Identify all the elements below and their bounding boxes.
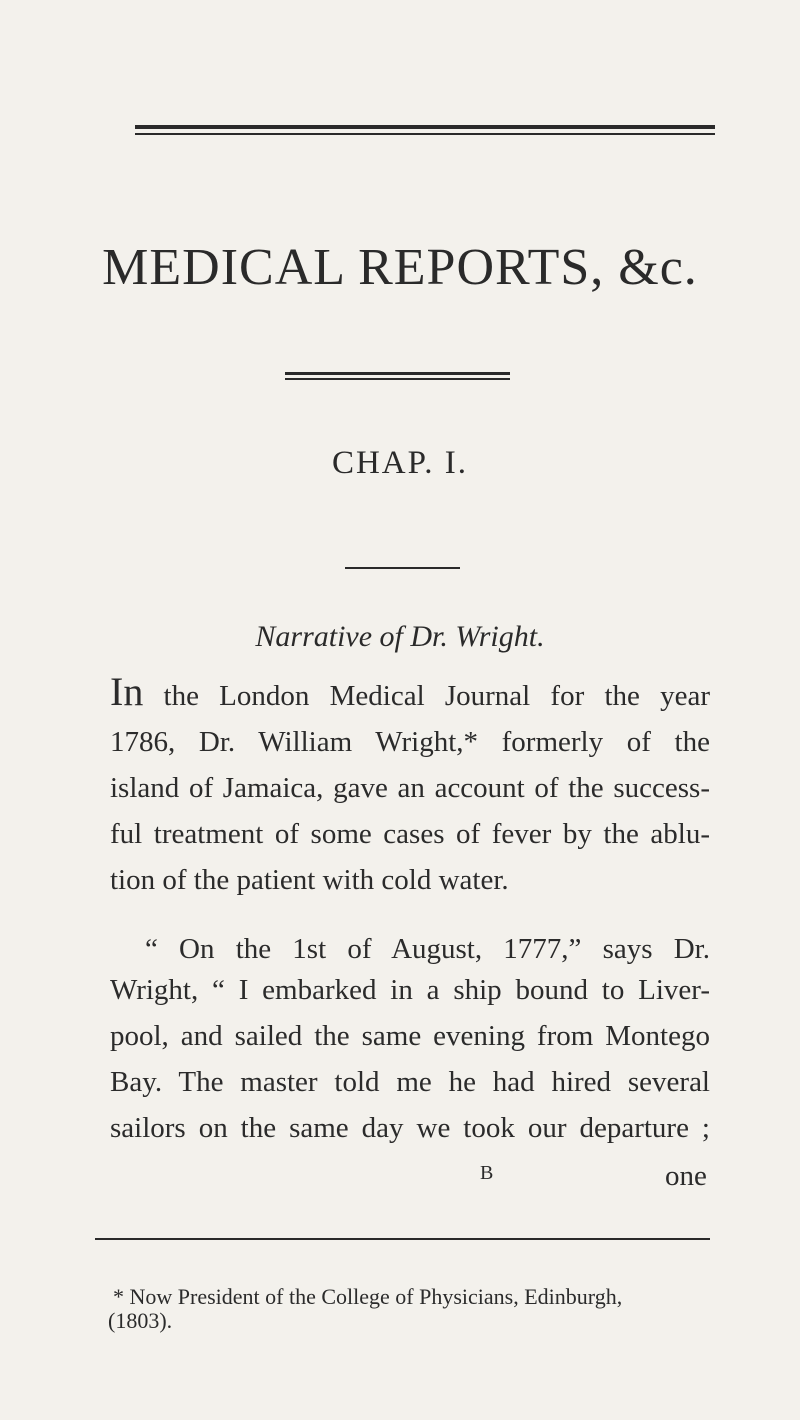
paragraph2-line-3: pool, and sailed the same evening from Montego bbox=[110, 1020, 710, 1052]
paragraph2-line-5: sailors on the same day we took our departure ; bbox=[110, 1112, 710, 1144]
paragraph1-line-5: tion of the patient with cold water. bbox=[110, 864, 509, 896]
top-double-rule-upper bbox=[135, 125, 715, 129]
paragraph2-line-1: “ On the 1st of August, 1777,” says Dr. bbox=[145, 933, 710, 965]
footnote-marker: * bbox=[113, 1284, 124, 1309]
footnote-line-2: (1803). bbox=[108, 1308, 173, 1333]
page-title: MEDICAL REPORTS, &c. bbox=[102, 239, 698, 296]
top-double-rule-lower bbox=[135, 133, 715, 135]
paragraph1-line-4: ful treatment of some cases of fever by the ablu- bbox=[110, 818, 710, 850]
footnote-line-1 bbox=[113, 1284, 622, 1310]
footnote-rule bbox=[95, 1238, 710, 1240]
catchword: one bbox=[665, 1160, 707, 1192]
paragraph1-line-1 bbox=[110, 669, 710, 714]
dropcap: In bbox=[110, 669, 144, 714]
paragraph1-line-3: island of Jamaica, gave an account of the success- bbox=[110, 772, 710, 804]
signature-mark: B bbox=[480, 1162, 494, 1184]
title-rule-lower bbox=[285, 378, 510, 380]
paragraph1-line-1-text: the London Medical Journal for the year bbox=[143, 680, 710, 712]
chapter-divider bbox=[345, 567, 460, 569]
title-rule-upper bbox=[285, 372, 510, 375]
paragraph1-line-2: 1786, Dr. William Wright,* formerly of the bbox=[110, 726, 710, 758]
footnote-text-1: Now President of the College of Physicians, Edinburgh, bbox=[129, 1284, 623, 1309]
chapter-heading: CHAP. I. bbox=[331, 445, 469, 481]
chapter-subtitle: Narrative of Dr. Wright. bbox=[255, 620, 545, 653]
paragraph2-line-2: Wright, “ I embarked in a ship bound to Liver- bbox=[110, 974, 710, 1006]
paragraph2-line-4: Bay. The master told me he had hired several bbox=[110, 1066, 710, 1098]
